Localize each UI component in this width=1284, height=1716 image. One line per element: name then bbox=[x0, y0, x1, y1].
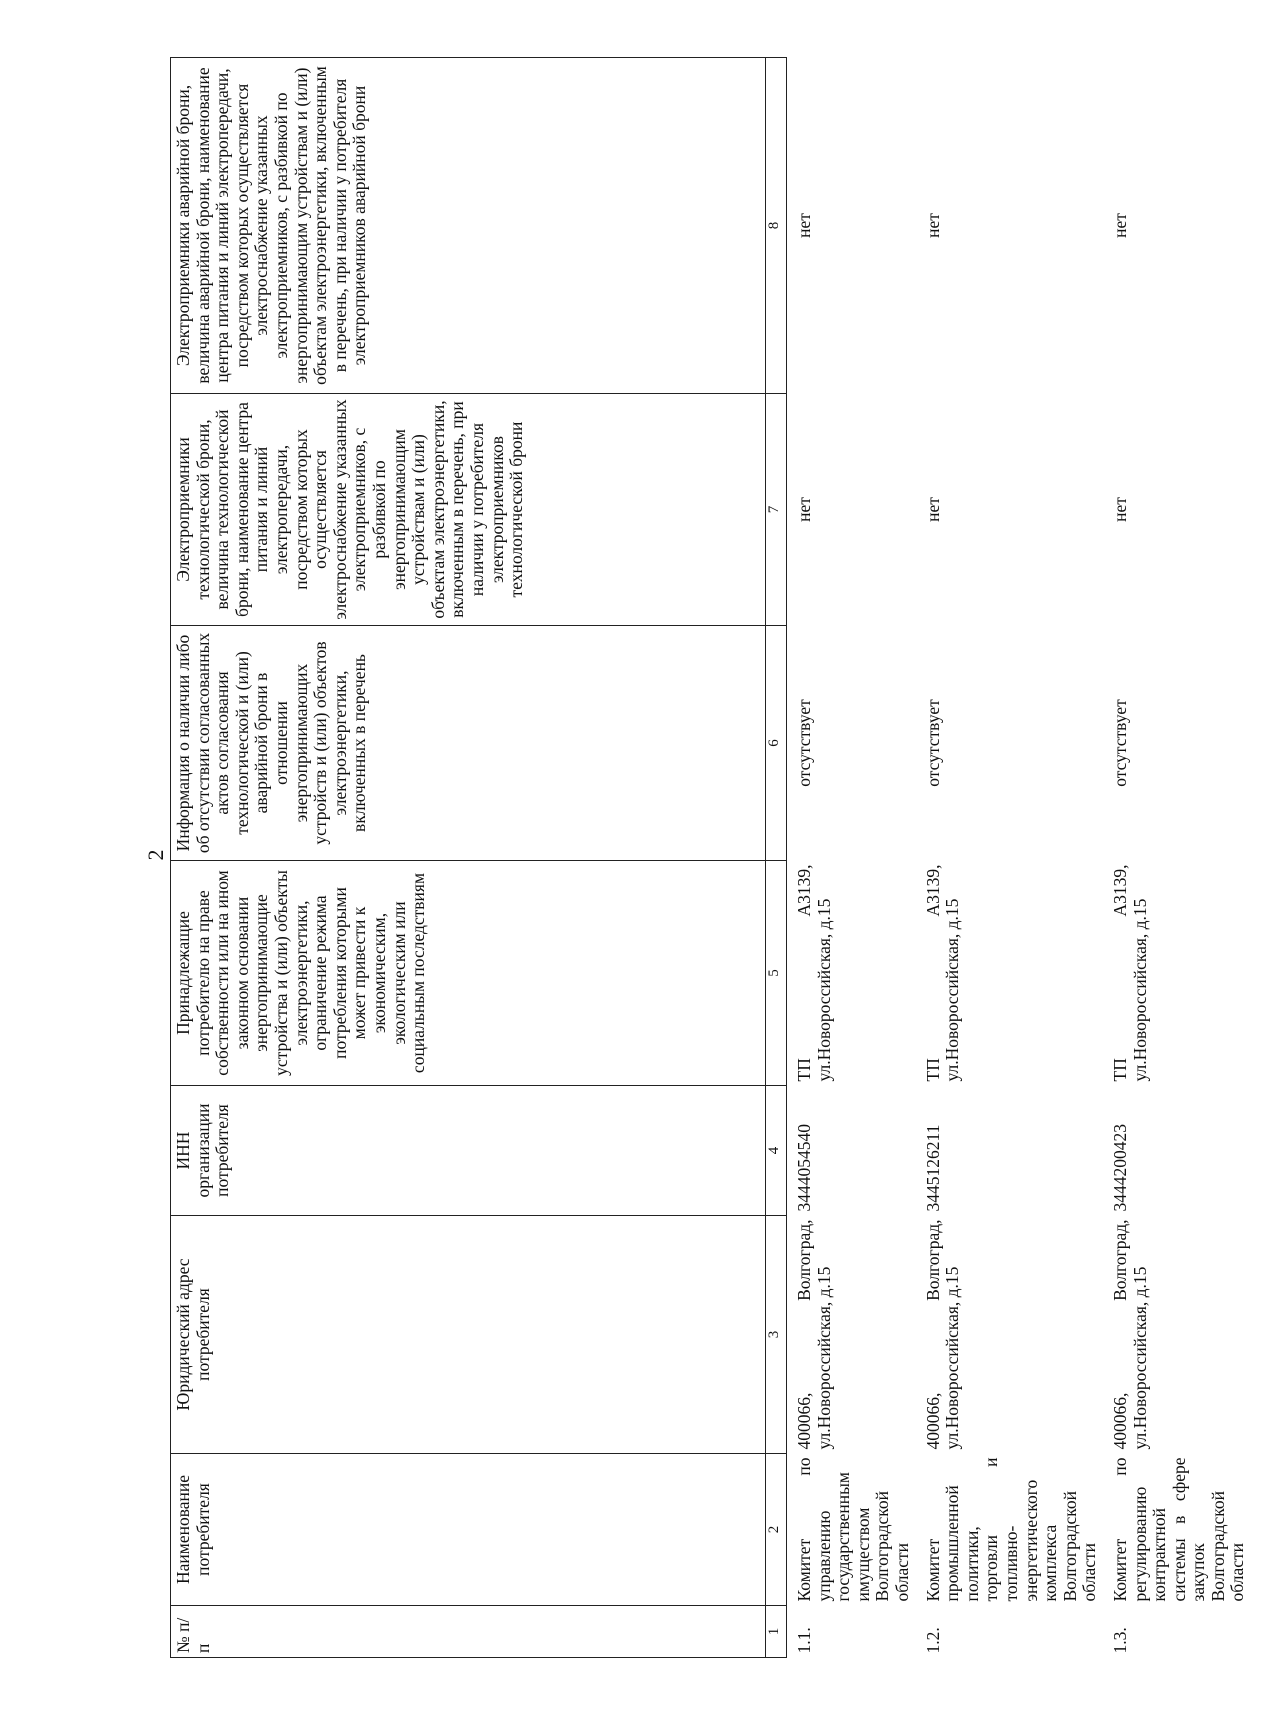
consumer-name: Комитет промышленной политики, торговли и топливно-энергетического комплекса Волгоградской области bbox=[922, 1457, 1100, 1602]
table-row bbox=[787, 58, 916, 1658]
acts-value: отсутствует bbox=[922, 699, 943, 787]
header-consumer-name: Наименование потребителя bbox=[171, 1454, 766, 1606]
devices-value: ТП А3139, ул.Новороссийская, д.15 bbox=[1109, 864, 1150, 1082]
consumers-table bbox=[170, 57, 1284, 1658]
page-number: 2 bbox=[143, 849, 168, 861]
document-sheet bbox=[170, 58, 1248, 1658]
column-number: 3 bbox=[766, 1216, 787, 1454]
column-number: 5 bbox=[766, 861, 787, 1086]
acts-value: отсутствует bbox=[1109, 699, 1130, 787]
header-devices: Принадлежащие потребителю на праве собственности или на ином законном основании энергопринимающие устройства и (или) объекты электроэнергетики, ограничение режима потребления которыми может привести к экономическим, экологическим или социальным последствиям bbox=[171, 861, 766, 1086]
table-row bbox=[916, 58, 1103, 1658]
column-number: 1 bbox=[766, 1606, 787, 1658]
emergency-reserve-value: нет bbox=[1109, 213, 1130, 238]
table-header-row bbox=[171, 58, 766, 1658]
tech-reserve-value: нет bbox=[922, 497, 943, 522]
devices-value: ТП А3139, ул.Новороссийская, д.15 bbox=[794, 864, 834, 1082]
header-inn: ИНН организации потребителя bbox=[171, 1086, 766, 1216]
table-row bbox=[1103, 58, 1284, 1658]
tech-reserve-value: нет bbox=[794, 497, 814, 522]
column-number: 4 bbox=[766, 1086, 787, 1216]
emergency-reserve-value: нет bbox=[922, 213, 943, 238]
row-number: 1.1. bbox=[794, 1627, 814, 1654]
row-number: 1.3. bbox=[1109, 1627, 1130, 1654]
column-number: 2 bbox=[766, 1454, 787, 1606]
legal-address: 400066, Волгоград, ул.Новороссийская, д.15 bbox=[922, 1219, 963, 1450]
inn-value: 3444054540 bbox=[794, 1124, 814, 1212]
header-acts-info: Информация о наличии либо об отсутствии согласованных актов согласования технологической и (или) аварийной брони в отношении энергопринимающих устройств и (или) объектов электроэнергетики, включенных в перечень bbox=[171, 626, 766, 861]
consumer-name: Комитет по управлению государственным имуществом Волгоградской области bbox=[794, 1457, 912, 1602]
legal-address: 400066, Волгоград, ул.Новороссийская, д.15 bbox=[1109, 1219, 1150, 1450]
legal-address: 400066, Волгоград, ул.Новороссийская, д.15 bbox=[794, 1219, 834, 1450]
header-legal-address: Юридический адрес потребителя bbox=[171, 1216, 766, 1454]
column-number: 8 bbox=[766, 58, 787, 394]
devices-value: ТП А3139, ул.Новороссийская, д.15 bbox=[922, 864, 963, 1082]
inn-value: 3445126211 bbox=[922, 1124, 943, 1212]
header-number: № п/п bbox=[171, 1606, 766, 1658]
row-number: 1.2. bbox=[922, 1627, 943, 1654]
emergency-reserve-value: нет bbox=[794, 213, 814, 238]
consumer-name: Комитет по регулированию контрактной системы в сфере закупок Волгоградской области bbox=[1109, 1457, 1248, 1602]
column-number: 6 bbox=[766, 626, 787, 861]
header-tech-reserve: Электроприемники технологической брони, величина технологической брони, наименование центра питания и линий электропередачи, посредством которых осуществляется электроснабжение указанных электроприемников, с разбивкой по энергопринимающим устройствам и (или) объектам электроэнергетики, включенным в перечень, при наличии у потребителя электроприемников технологической брони bbox=[171, 394, 766, 626]
acts-value: отсутствует bbox=[794, 699, 814, 787]
header-emergency-reserve: Электроприемники аварийной брони, величина аварийной брони, наименование центра питания и линий электропередачи, посредством которых осуществляется электроснабжение указанных электроприемников, с разбивкой по энергопринимающим устройствам и (или) объектам электроэнергетики, включенным в перечень, при наличии у потребителя электроприемников аварийной брони bbox=[171, 58, 766, 394]
inn-value: 3444200423 bbox=[1109, 1124, 1130, 1212]
column-number: 7 bbox=[766, 394, 787, 626]
tech-reserve-value: нет bbox=[1109, 497, 1130, 522]
column-numbers-row bbox=[766, 58, 787, 1658]
